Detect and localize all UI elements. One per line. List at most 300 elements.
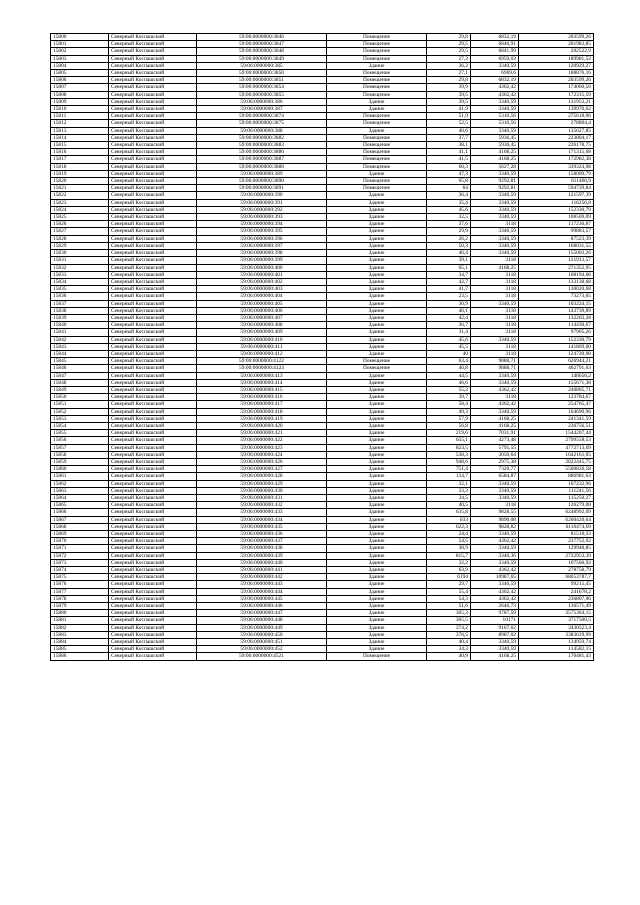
object-type-cell: Здание: [327, 646, 427, 653]
row-number-cell: 15830: [51, 250, 109, 257]
object-type-cell: Помещение: [327, 185, 427, 192]
area-cell: 63,9: [427, 567, 471, 574]
row-number-cell: 15848: [51, 379, 109, 386]
area-cell: 63,4: [427, 358, 471, 365]
table-row: [51, 595, 594, 602]
row-number-cell: 15877: [51, 588, 109, 595]
object-type-cell: Здание: [327, 206, 427, 213]
row-number-cell: 15874: [51, 567, 109, 574]
unit-rate-cell: 3118: [471, 350, 519, 357]
municipality-cell: Северный Коспашский: [109, 401, 197, 408]
row-number-cell: 15855: [51, 430, 109, 437]
area-cell: 30,9: [427, 300, 471, 307]
cadastral-value-cell: 99883,57: [519, 228, 594, 235]
object-type-cell: Здание: [327, 106, 427, 113]
row-number-cell: 15878: [51, 595, 109, 602]
cadastral-value-cell: 236807,06: [519, 595, 594, 602]
cadastral-number-cell: 59:06:0000000:440: [197, 559, 327, 566]
row-number-cell: 15824: [51, 206, 109, 213]
row-number-cell: 15842: [51, 336, 109, 343]
municipality-cell: Северный Коспашский: [109, 394, 197, 401]
row-number-cell: 15807: [51, 84, 109, 91]
cadastral-value-cell: 126279,08: [519, 502, 594, 509]
area-cell: 45,6: [427, 336, 471, 343]
cadastral-number-cell: 59:06:0000000:403: [197, 286, 327, 293]
cadastral-number-cell: 59:06:0000000:411: [197, 343, 327, 350]
table-row: [51, 567, 594, 574]
object-type-cell: Здание: [327, 242, 427, 249]
object-type-cell: Здание: [327, 343, 427, 350]
cadastral-value-cell: 202522,9: [519, 48, 594, 55]
cadastral-number-cell: 59:06:0000000:388: [197, 127, 327, 134]
municipality-cell: Северный Коспашский: [109, 185, 197, 192]
area-cell: 32,1: [427, 480, 471, 487]
table-row: [51, 120, 594, 127]
row-number-cell: 15822: [51, 192, 109, 199]
area-cell: 34,7: [427, 271, 471, 278]
cadastral-number-cell: 59:06:0000000:443: [197, 581, 327, 588]
cadastral-number-cell: 59:06:0000000:395: [197, 228, 327, 235]
cadastral-number-cell: 59:06:0000000:419: [197, 415, 327, 422]
cadastral-number-cell: 59:06:0000000:409: [197, 329, 327, 336]
unit-rate-cell: 4362,42: [471, 386, 519, 393]
object-type-cell: Здание: [327, 473, 427, 480]
unit-rate-cell: 5795,55: [471, 444, 519, 451]
object-type-cell: Помещение: [327, 77, 427, 84]
table-row: [51, 401, 594, 408]
municipality-cell: Северный Коспашский: [109, 178, 197, 185]
cadastral-value-cell: 3383639,99: [519, 631, 594, 638]
object-type-cell: Помещение: [327, 142, 427, 149]
unit-rate-cell: 3340,59: [471, 646, 519, 653]
municipality-cell: Северный Коспашский: [109, 336, 197, 343]
cadastral-number-cell: 59:06:0000000:428: [197, 473, 327, 480]
row-number-cell: 15827: [51, 228, 109, 235]
cadastral-value-cell: 103224,15: [519, 300, 594, 307]
object-type-cell: Помещение: [327, 134, 427, 141]
row-number-cell: 15863: [51, 487, 109, 494]
municipality-cell: Северный Коспашский: [109, 567, 197, 574]
unit-rate-cell: 3340,59: [471, 127, 519, 134]
unit-rate-cell: 3340,59: [471, 106, 519, 113]
cadastral-value-cell: 278758,79: [519, 567, 594, 574]
municipality-cell: Северный Коспашский: [109, 408, 197, 415]
table-row: [51, 372, 594, 379]
table-row: [51, 242, 594, 249]
area-cell: 39,1: [427, 257, 471, 264]
cadastral-number-cell: 59:06:0000000:402: [197, 278, 327, 285]
cadastral-value-cell: 107566,92: [519, 559, 594, 566]
object-type-cell: Здание: [327, 458, 427, 465]
unit-rate-cell: 3118: [471, 278, 519, 285]
municipality-cell: Северный Коспашский: [109, 264, 197, 271]
row-number-cell: 15808: [51, 91, 109, 98]
cadastral-number-cell: 59:06:0000000:415: [197, 386, 327, 393]
municipality-cell: Северный Коспашский: [109, 134, 197, 141]
cadastral-value-cell: 155671,38: [519, 379, 594, 386]
municipality-cell: Северный Коспашский: [109, 70, 197, 77]
table-row: [51, 466, 594, 473]
municipality-cell: Северный Коспашский: [109, 163, 197, 170]
row-number-cell: 15860: [51, 466, 109, 473]
unit-rate-cell: 6832,19: [471, 77, 519, 84]
unit-rate-cell: 4168,25: [471, 415, 519, 422]
cadastral-number-cell: 59:06:0000000:398: [197, 250, 327, 257]
object-type-cell: Здание: [327, 559, 427, 566]
row-number-cell: 15862: [51, 480, 109, 487]
cadastral-value-cell: 134959,74: [519, 639, 594, 646]
municipality-cell: Северный Коспашский: [109, 386, 197, 393]
municipality-cell: Северный Коспашский: [109, 257, 197, 264]
area-cell: 65,1: [427, 264, 471, 271]
municipality-cell: Северный Коспашский: [109, 314, 197, 321]
unit-rate-cell: 6584,87: [471, 473, 519, 480]
unit-rate-cell: 3118: [471, 502, 519, 509]
area-cell: 64: [427, 185, 471, 192]
municipality-cell: Северный Коспашский: [109, 653, 197, 660]
cadastral-value-cell: 97905,26: [519, 329, 594, 336]
area-cell: 45,6: [427, 206, 471, 213]
unit-rate-cell: 4168,25: [471, 264, 519, 271]
area-cell: 46,8: [427, 365, 471, 372]
municipality-cell: Северный Коспашский: [109, 77, 197, 84]
area-cell: 32,2: [427, 559, 471, 566]
area-cell: 40,6: [427, 127, 471, 134]
municipality-cell: Северный Коспашский: [109, 228, 197, 235]
area-cell: 42,4: [427, 314, 471, 321]
object-type-cell: Здание: [327, 603, 427, 610]
area-cell: 6194: [427, 574, 471, 581]
table-row: [51, 170, 594, 177]
object-type-cell: Здание: [327, 574, 427, 581]
table-row: [51, 523, 594, 530]
row-number-cell: 15805: [51, 70, 109, 77]
unit-rate-cell: 3346,36: [471, 552, 519, 559]
object-type-cell: Помещение: [327, 163, 427, 170]
table-row: [51, 55, 594, 62]
area-cell: 29,9: [427, 228, 471, 235]
cadastral-number-cell: 59:06:0000000:3847: [197, 41, 327, 48]
cadastral-value-cell: 135627,85: [519, 127, 594, 134]
cadastral-number-cell: 59:06:0000000:410: [197, 336, 327, 343]
table-row: [51, 84, 594, 91]
cadastral-number-cell: 59:06:0000000:3875: [197, 120, 327, 127]
table-row: [51, 178, 594, 185]
unit-rate-cell: 3340,59: [471, 487, 519, 494]
cadastral-number-cell: 59:06:0000000:408: [197, 322, 327, 329]
cadastral-value-cell: 240805,71: [519, 386, 594, 393]
table-row: [51, 509, 594, 516]
cadastral-value-cell: 223804,17: [519, 134, 594, 141]
cadastral-number-cell: 59:06:0000000:4123: [197, 365, 327, 372]
municipality-cell: Северный Коспашский: [109, 480, 197, 487]
area-cell: 27,3: [427, 55, 471, 62]
row-number-cell: 15831: [51, 257, 109, 264]
table-row: [51, 430, 594, 437]
municipality-cell: Северный Коспашский: [109, 199, 197, 206]
cadastral-value-cell: 188876,16: [519, 70, 594, 77]
table-row: [51, 300, 594, 307]
cadastral-value-cell: 152330,79: [519, 336, 594, 343]
object-type-cell: Здание: [327, 314, 427, 321]
table-row: [51, 34, 594, 41]
cadastral-number-cell: 59:06:0000000:450: [197, 631, 327, 638]
cadastral-number-cell: 59:06:0000000:3888: [197, 163, 327, 170]
object-type-cell: Здание: [327, 264, 427, 271]
municipality-cell: Северный Коспашский: [109, 156, 197, 163]
municipality-cell: Северный Коспашский: [109, 473, 197, 480]
object-type-cell: Помещение: [327, 178, 427, 185]
municipality-cell: Северный Коспашский: [109, 300, 197, 307]
object-type-cell: Помещение: [327, 149, 427, 156]
cadastral-value-cell: 5500826,58: [519, 466, 594, 473]
object-type-cell: Здание: [327, 610, 427, 617]
unit-rate-cell: 9888,71: [471, 365, 519, 372]
cadastral-value-cell: 108194,66: [519, 271, 594, 278]
table-row: [51, 343, 594, 350]
municipality-cell: Северный Коспашский: [109, 372, 197, 379]
table-row: [51, 473, 594, 480]
area-cell: 49,3: [427, 408, 471, 415]
unit-rate-cell: 7320,77: [471, 466, 519, 473]
area-cell: 751,4: [427, 466, 471, 473]
unit-rate-cell: 3340,59: [471, 559, 519, 566]
municipality-cell: Северный Коспашский: [109, 343, 197, 350]
cadastral-table: [50, 33, 594, 661]
document-page: [50, 33, 593, 661]
area-cell: 33,3: [427, 487, 471, 494]
table-row: [51, 149, 594, 156]
area-cell: 40: [427, 350, 471, 357]
area-cell: 32,5: [427, 214, 471, 221]
cadastral-value-cell: 107232,96: [519, 480, 594, 487]
row-number-cell: 15881: [51, 617, 109, 624]
table-row: [51, 192, 594, 199]
row-number-cell: 15825: [51, 214, 109, 221]
area-cell: 46,4: [427, 250, 471, 257]
cadastral-number-cell: 59:06:0000000:416: [197, 394, 327, 401]
cadastral-number-cell: 59:06:0000000:437: [197, 538, 327, 545]
municipality-cell: Северный Коспашский: [109, 523, 197, 530]
row-number-cell: 15883: [51, 631, 109, 638]
object-type-cell: Здание: [327, 631, 427, 638]
table-row: [51, 206, 594, 213]
object-type-cell: Здание: [327, 408, 427, 415]
object-type-cell: Здание: [327, 379, 427, 386]
municipality-cell: Северный Коспашский: [109, 581, 197, 588]
cadastral-value-cell: 2799558,53: [519, 437, 594, 444]
cadastral-value-cell: 203599,26: [519, 77, 594, 84]
municipality-cell: Северный Коспашский: [109, 91, 197, 98]
cadastral-value-cell: 275618,06: [519, 113, 594, 120]
unit-rate-cell: 4362,42: [471, 595, 519, 602]
municipality-cell: Северный Коспашский: [109, 322, 197, 329]
area-cell: 635,8: [427, 509, 471, 516]
object-type-cell: Здание: [327, 617, 427, 624]
unit-rate-cell: 3118: [471, 329, 519, 336]
unit-rate-cell: 5310,56: [471, 113, 519, 120]
area-cell: 42,7: [427, 278, 471, 285]
unit-rate-cell: 3118: [471, 322, 519, 329]
row-number-cell: 15823: [51, 199, 109, 206]
unit-rate-cell: 3050,64: [471, 451, 519, 458]
cadastral-number-cell: 59:06:0000000:404: [197, 293, 327, 300]
row-number-cell: 15850: [51, 394, 109, 401]
cadastral-value-cell: 114430,67: [519, 322, 594, 329]
cadastral-value-cell: 4772713,69: [519, 444, 594, 451]
area-cell: 40,9: [427, 653, 471, 660]
table-row: [51, 415, 594, 422]
row-number-cell: 15815: [51, 142, 109, 149]
row-number-cell: 15858: [51, 451, 109, 458]
area-cell: 823,5: [427, 444, 471, 451]
area-cell: 65,8: [427, 178, 471, 185]
table-row: [51, 322, 594, 329]
cadastral-number-cell: 59:06:0000000:452: [197, 646, 327, 653]
cadastral-value-cell: 462791,63: [519, 365, 594, 372]
object-type-cell: Помещение: [327, 113, 427, 120]
unit-rate-cell: 2975,38: [471, 458, 519, 465]
area-cell: 37,7: [427, 134, 471, 141]
unit-rate-cell: 9890,08: [471, 516, 519, 523]
municipality-cell: Северный Коспашский: [109, 437, 197, 444]
municipality-cell: Северный Коспашский: [109, 221, 197, 228]
unit-rate-cell: 5936,45: [471, 142, 519, 149]
object-type-cell: Здание: [327, 228, 427, 235]
object-type-cell: Здание: [327, 127, 427, 134]
unit-rate-cell: 3340,59: [471, 336, 519, 343]
row-number-cell: 15809: [51, 98, 109, 105]
cadastral-number-cell: 59:06:0000000:3848: [197, 48, 327, 55]
cadastral-number-cell: 59:06:0000000:438: [197, 545, 327, 552]
cadastral-value-cell: 241678,2: [519, 588, 594, 595]
row-number-cell: 15833: [51, 271, 109, 278]
unit-rate-cell: 3340,59: [471, 372, 519, 379]
area-cell: 29,8: [427, 34, 471, 41]
unit-rate-cell: 3340,59: [471, 242, 519, 249]
object-type-cell: Здание: [327, 322, 427, 329]
municipality-cell: Северный Коспашский: [109, 538, 197, 545]
cadastral-number-cell: 59:06:0000000:405: [197, 300, 327, 307]
unit-rate-cell: 3340,59: [471, 639, 519, 646]
cadastral-value-cell: 73273,05: [519, 293, 594, 300]
unit-rate-cell: 9828,82: [471, 523, 519, 530]
object-type-cell: Помещение: [327, 84, 427, 91]
unit-rate-cell: 3340,59: [471, 408, 519, 415]
object-type-cell: Здание: [327, 401, 427, 408]
cadastral-number-cell: 59:06:0000000:3890: [197, 178, 327, 185]
municipality-cell: Северный Коспашский: [109, 451, 197, 458]
municipality-cell: Северный Коспашский: [109, 286, 197, 293]
row-number-cell: 15865: [51, 502, 109, 509]
object-type-cell: Помещение: [327, 653, 427, 660]
unit-rate-cell: 3340,59: [471, 206, 519, 213]
object-type-cell: Здание: [327, 62, 427, 69]
cadastral-value-cell: 117236,87: [519, 221, 594, 228]
area-cell: 39,7: [427, 394, 471, 401]
table-row: [51, 221, 594, 228]
row-number-cell: 15857: [51, 444, 109, 451]
cadastral-value-cell: 236756,51: [519, 422, 594, 429]
table-row: [51, 350, 594, 357]
row-number-cell: 15840: [51, 322, 109, 329]
area-cell: 51,6: [427, 603, 471, 610]
area-cell: 36,4: [427, 192, 471, 199]
cadastral-value-cell: 6260420,64: [519, 516, 594, 523]
municipality-cell: Северный Коспашский: [109, 55, 197, 62]
object-type-cell: Здание: [327, 480, 427, 487]
municipality-cell: Северный Коспашский: [109, 206, 197, 213]
municipality-cell: Северный Коспашский: [109, 509, 197, 516]
cadastral-number-cell: 59:06:0000000:424: [197, 451, 327, 458]
table-row: [51, 646, 594, 653]
row-number-cell: 15804: [51, 62, 109, 69]
row-number-cell: 15810: [51, 106, 109, 113]
object-type-cell: Помещение: [327, 34, 427, 41]
area-cell: 39,5: [427, 91, 471, 98]
municipality-cell: Северный Коспашский: [109, 41, 197, 48]
cadastral-number-cell: 59:06:0000000:430: [197, 487, 327, 494]
object-type-cell: Помещение: [327, 156, 427, 163]
cadastral-number-cell: 59:06:0000000:3854: [197, 84, 327, 91]
municipality-cell: Северный Коспашский: [109, 545, 197, 552]
area-cell: 36,2: [427, 62, 471, 69]
municipality-cell: Северный Коспашский: [109, 120, 197, 127]
row-number-cell: 15847: [51, 372, 109, 379]
cadastral-value-cell: 164690,96: [519, 408, 594, 415]
area-cell: 55,4: [427, 588, 471, 595]
unit-rate-cell: 2646,73: [471, 603, 519, 610]
area-cell: 51,9: [427, 113, 471, 120]
table-row: [51, 41, 594, 48]
unit-rate-cell: 4168,25: [471, 653, 519, 660]
row-number-cell: 15839: [51, 314, 109, 321]
area-cell: 50,3: [427, 242, 471, 249]
area-cell: 622,3: [427, 523, 471, 530]
unit-rate-cell: 4362,42: [471, 91, 519, 98]
row-number-cell: 15841: [51, 329, 109, 336]
table-row: [51, 113, 594, 120]
cadastral-value-cell: 123784,67: [519, 394, 594, 401]
unit-rate-cell: 3340,59: [471, 531, 519, 538]
unit-rate-cell: 3118: [471, 394, 519, 401]
cadastral-value-cell: 114582,15: [519, 646, 594, 653]
municipality-cell: Северный Коспашский: [109, 250, 197, 257]
row-number-cell: 15880: [51, 610, 109, 617]
cadastral-number-cell: 59:06:0000000:413: [197, 372, 327, 379]
object-type-cell: Здание: [327, 444, 427, 451]
object-type-cell: Здание: [327, 372, 427, 379]
table-body: [51, 34, 594, 661]
municipality-cell: Северный Коспашский: [109, 278, 197, 285]
cadastral-number-cell: 59:06:0000000:417: [197, 401, 327, 408]
cadastral-number-cell: 59:06:0000000:435: [197, 523, 327, 530]
cadastral-number-cell: 59:06:0000000:390: [197, 192, 327, 199]
cadastral-number-cell: 59:06:0000000:449: [197, 624, 327, 631]
row-number-cell: 15829: [51, 242, 109, 249]
table-row: [51, 329, 594, 336]
unit-rate-cell: 9167,62: [471, 624, 519, 631]
unit-rate-cell: 3340,59: [471, 192, 519, 199]
area-cell: 29,7: [427, 581, 471, 588]
cadastral-value-cell: 143739,89: [519, 307, 594, 314]
cadastral-value-cell: 148656,2: [519, 372, 594, 379]
municipality-cell: Северный Коспашский: [109, 487, 197, 494]
row-number-cell: 15885: [51, 646, 109, 653]
unit-rate-cell: 3340,59: [471, 62, 519, 69]
cadastral-number-cell: 59:06:0000000:412: [197, 350, 327, 357]
unit-rate-cell: 9292,81: [471, 185, 519, 192]
